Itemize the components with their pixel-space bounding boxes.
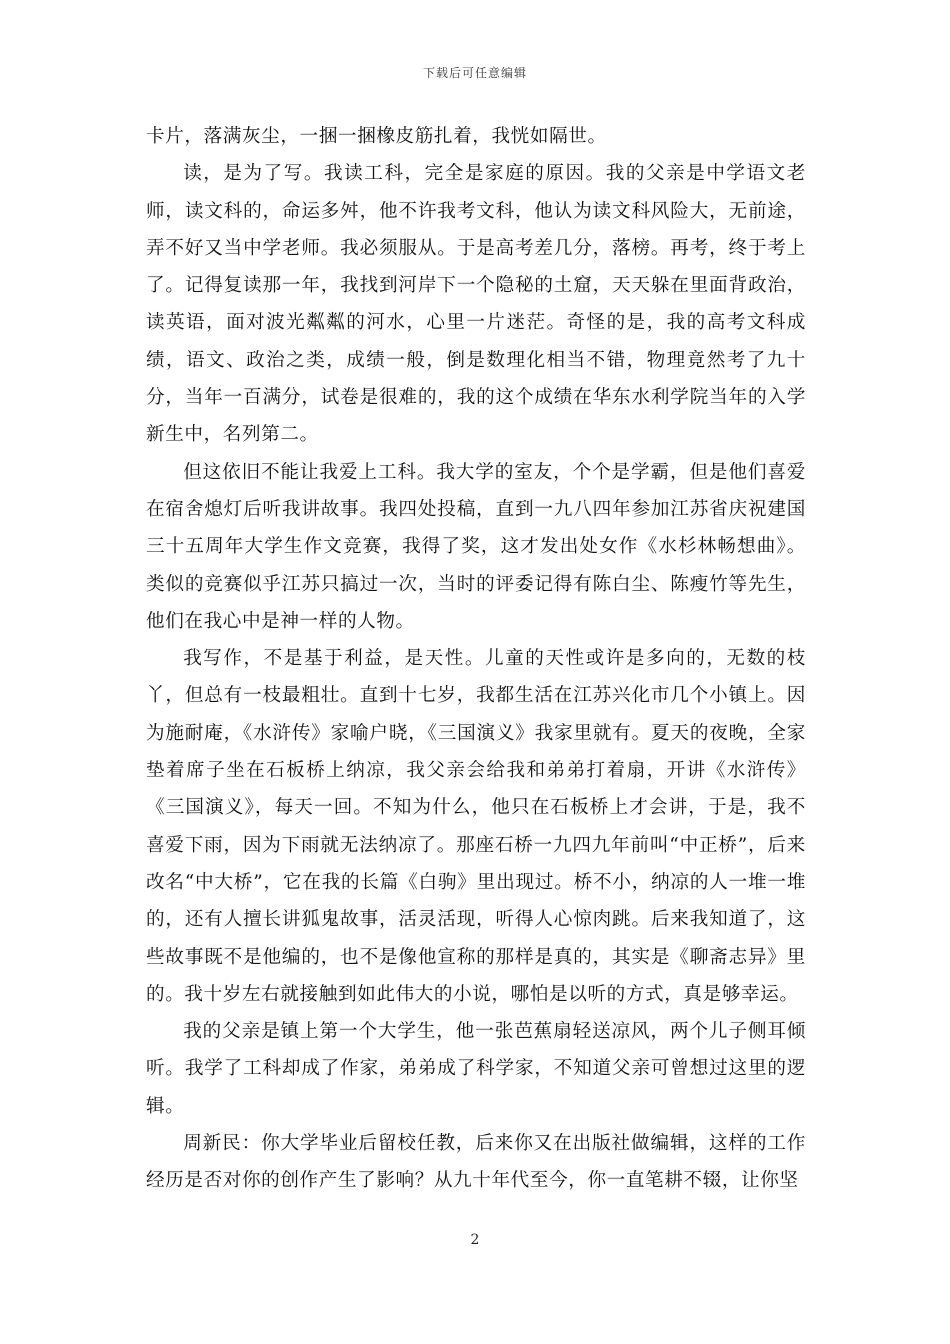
- document-body: [146, 118, 806, 1200]
- paragraph: 我写作，不是基于利益，是天性。儿童的天性或许是多向的，无数的枝丫，但总有一枝最粗壮。直到十七岁，我都生活在江苏兴化市几个小镇上。因为施耐庵，《水浒传》家喻户晓，《三国演义》我家里就有。夏天的夜晚，全家垫着席子坐在石板桥上纳凉，我父亲会给我和弟弟打着扇，开讲《水浒传》《三国演义》，每天一回。不知为什么，他只在石板桥上才会讲，于是，我不喜爱下雨，因为下雨就无法纳凉了。那座石桥一九四九年前叫“中正桥”，后来改名“中大桥”，它在我的长篇《白驹》里出现过。桥不小，纳凉的人一堆一堆的，还有人擅长讲狐鬼故事，活灵活现，听得人心惊肉跳。后来我知道了，这些故事既不是他编的，也不是像他宣称的那样是真的，其实是《聊斋志异》里的。我十岁左右就接触到如此伟大的小说，哪怕是以听的方式，真是够幸运。: [146, 648, 806, 1005]
- page-number: 2: [470, 1232, 480, 1248]
- paragraph: 周新民：你大学毕业后留校任教，后来你又在出版社做编辑，这样的工作经历是否对你的创作产生了影响？从九十年代至今，你一直笔耕不辍，让你坚: [146, 1133, 806, 1192]
- paragraph: 我的父亲是镇上第一个大学生，他一张芭蕉扇轻送凉风，两个儿子侧耳倾听。我学了工科却成了作家，弟弟成了科学家，不知道父亲可曾想过这里的逻辑。: [146, 1021, 806, 1117]
- page-header: 下载后可任意编辑: [422, 66, 527, 80]
- paragraph: 但这依旧不能让我爱上工科。我大学的室友，个个是学霸，但是他们喜爱在宿舍熄灯后听我讲故事。我四处投稿，直到一九八四年参加江苏省庆祝建国三十五周年大学生作文竞赛，我得了奖，这才发出处女作《水杉林畅想曲》。类似的竞赛似乎江苏只搞过一次，当时的评委记得有陈白尘、陈瘦竹等先生，他们在我心中是神一样的人物。: [146, 461, 806, 632]
- paragraph: 读，是为了写。我读工科，完全是家庭的原因。我的父亲是中学语文老师，读文科的，命运多舛，他不许我考文科，他认为读文科风险大，无前途，弄不好又当中学老师。我必须服从。于是高考差几分，落榜。再考，终于考上了。记得复读那一年，我找到河岸下一个隐秘的土窟，天天躲在里面背政治，读英语，面对波光粼粼的河水，心里一片迷茫。奇怪的是，我的高考文科成绩，语文、政治之类，成绩一般，倒是数理化相当不错，物理竟然考了九十分，当年一百满分，试卷是很难的，我的这个成绩在华东水利学院当年的入学新生中，名列第二。: [146, 163, 806, 446]
- paragraph: 卡片，落满灰尘，一捆一捆橡皮筋扎着，我恍如隔世。: [146, 126, 607, 147]
